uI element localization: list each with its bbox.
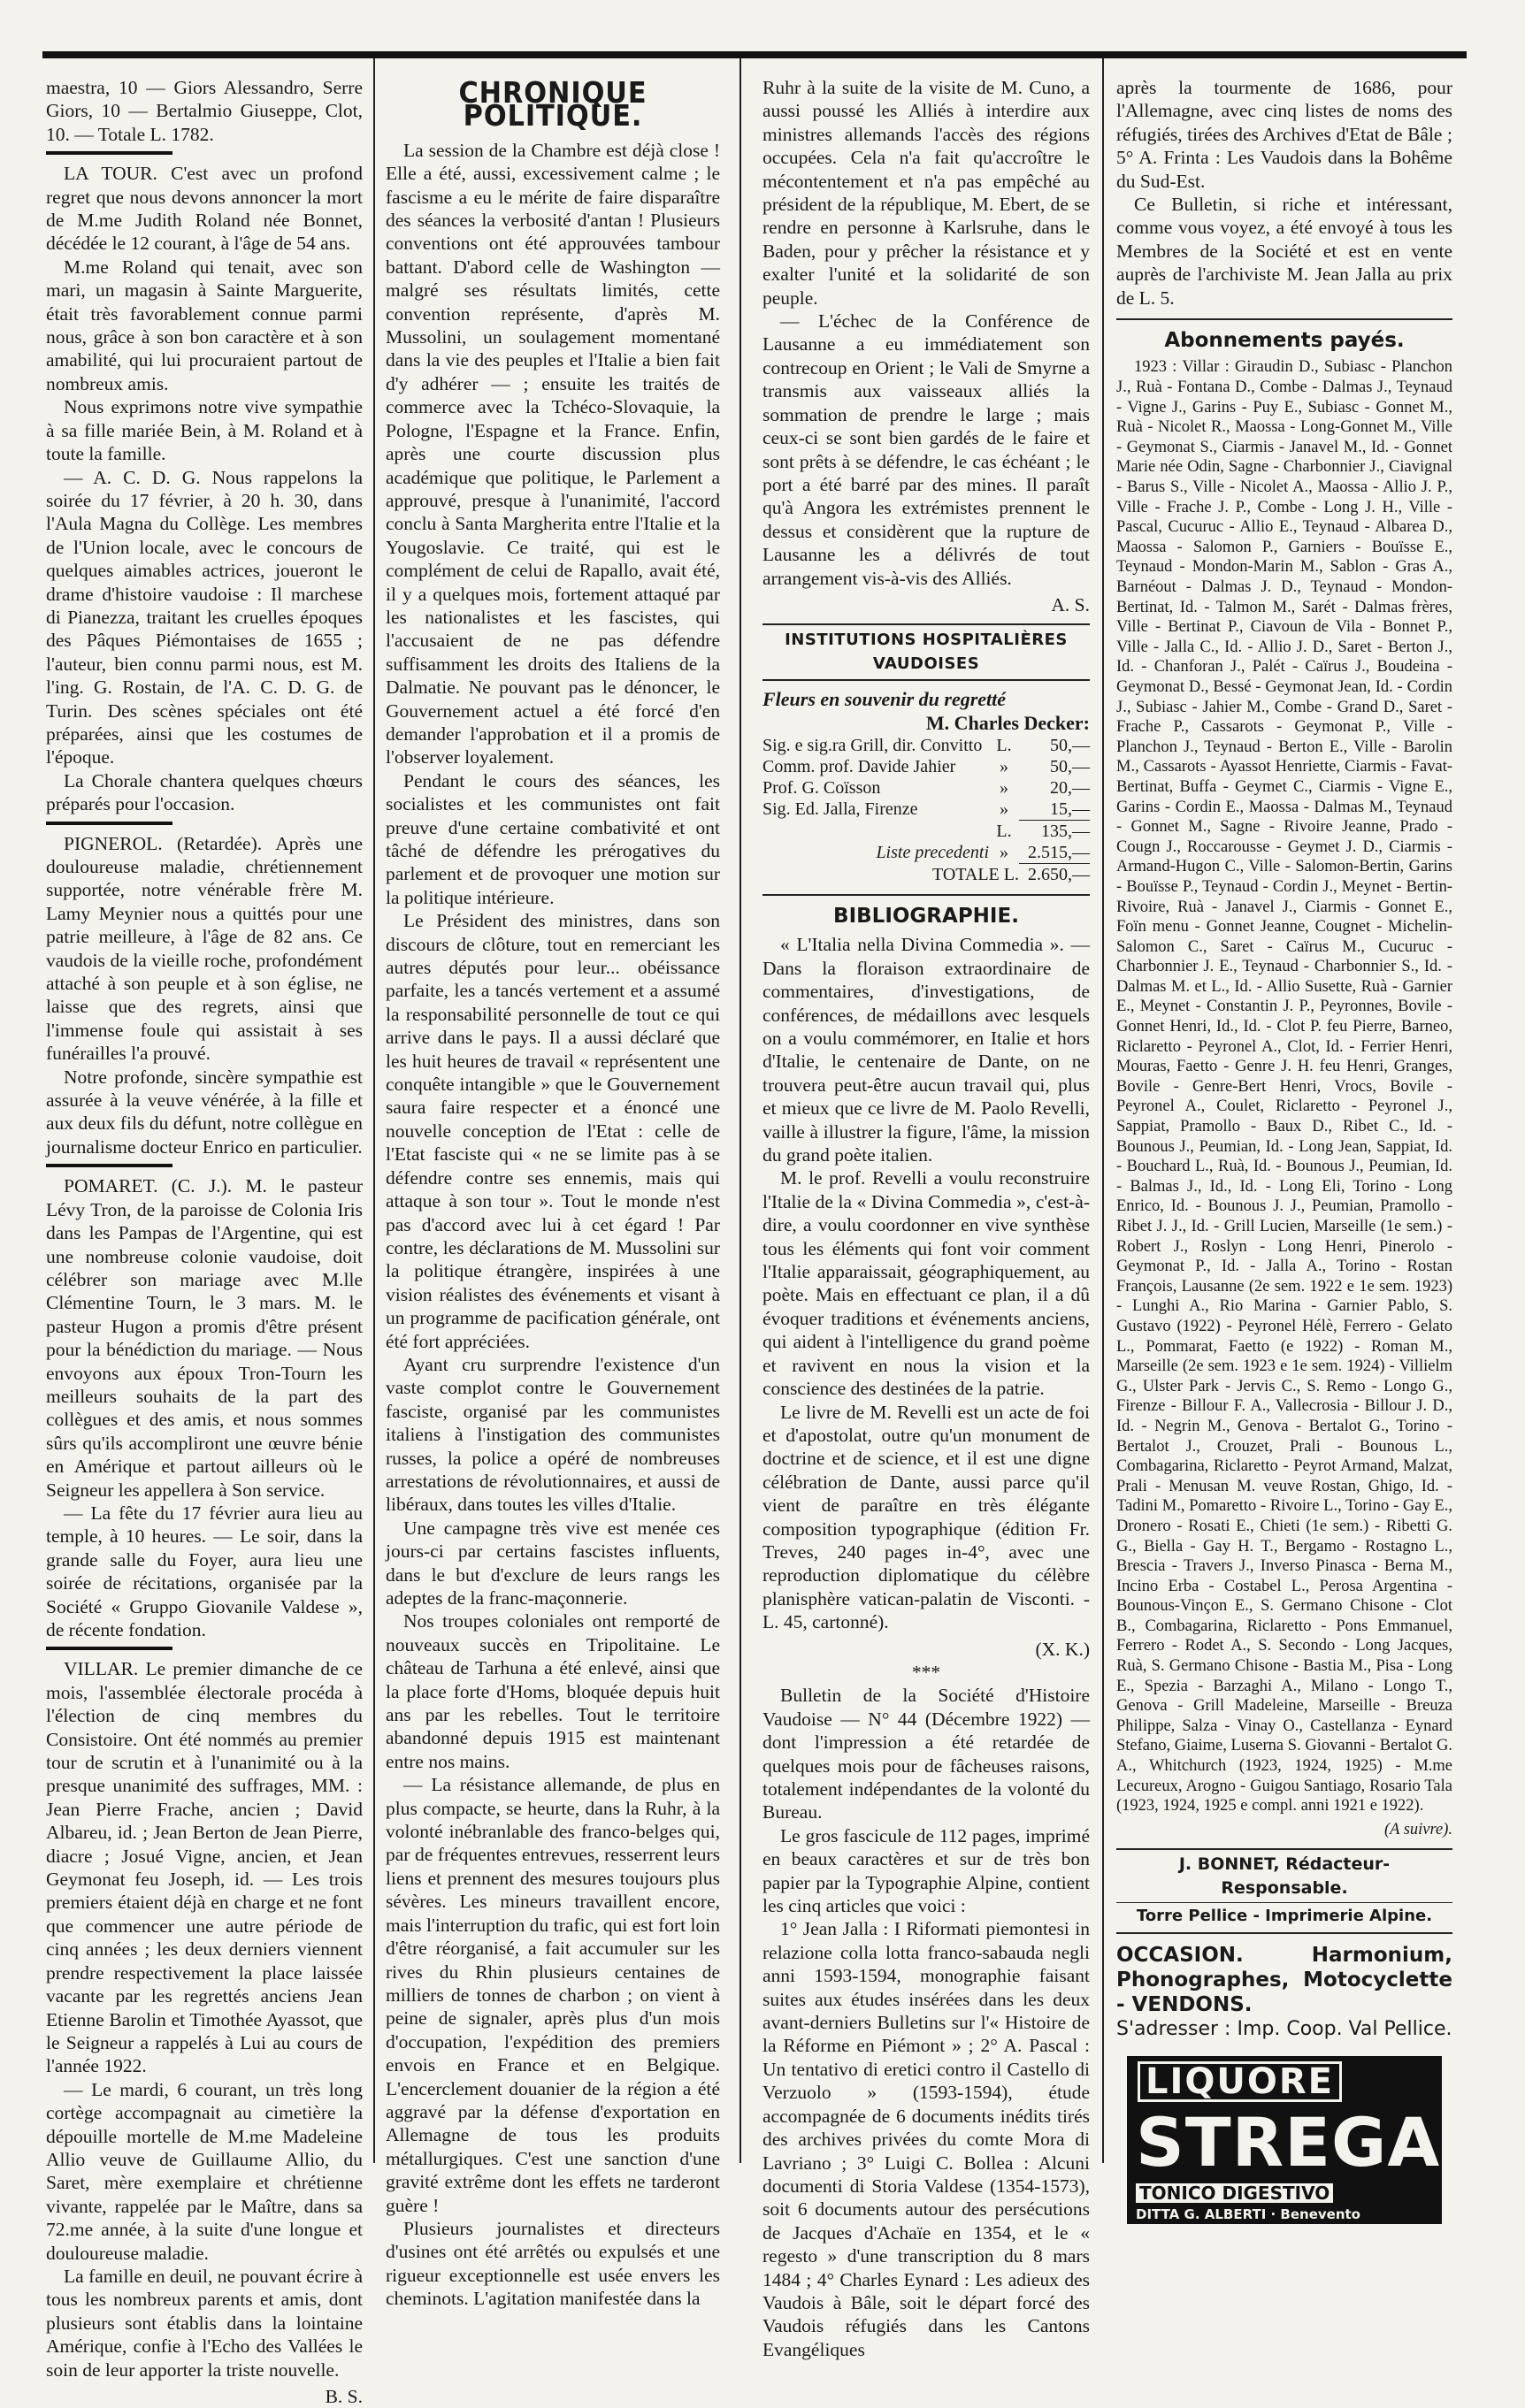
donor-cur: » [1000, 777, 1008, 798]
classified-ad [1116, 1943, 1452, 2042]
paragraph: « L'Italia nella Divina Commedia ». — Dans la floraison extraordinaire de commentaires, d'investigations, de conférences, de médaillons avec lesquels on a voulu commémorer, en Italie et hors d'Italie, le centenaire de Dante, on ne trouvera peut-être aucun travail qui, plus et mieux que ce livre de M. Paolo Revelli, vaille à illustrer la figure, l'âme, la mission du grand poète italien. [762, 934, 1090, 1166]
separator [46, 1164, 172, 1167]
paragraph: Le Président des ministres, dans son discours de clôture, tout en remerciant les autres députés pour leur... obéissance parfaite, les a tancés vertement et a assumé la responsabilité personnelle de tout ce qui arrive dans le pays. Il a aussi déclaré que les huit heures de travail « représentent une conquête intangible » que le Gouvernement saura faire respecter et a énoncé une nouvelle conception de l'Etat : celle de l'Etat fasciste qui « ne se limite pas à se défendre contre ses ennemis, mais qui attaque à son tour ». Tout le monde n'est pas d'accord avec lui à cet égard ! Par contre, les déclarations de M. Mussolini sur la politique étrangère, inspirées à une vision réalistes des événements et visant à un programme de pacification générale, ont été fort appréciées. [386, 910, 720, 1352]
paragraph: — A. C. D. G. Nous rappelons la soirée du 17 février, à 20 h. 30, dans l'Aula Magna du Collège. Les membres de l'Union locale, avec le concours de quelques aimables actrices, joueront le drame d'histoire vaudoise : Il marchese di Pianezza, traitant les cruelles époques des Pâques Piémontaises de 1655 ; l'auteur, bien connu parmi nous, est M. l'ing. G. Rostain, de l'A. C. D. G. de Turin. Des scènes spéciales ont été préparées, ainsi que les costumes de l'époque. [46, 466, 363, 768]
paragraph: M.me Roland qui tenait, avec son mari, un magasin à Sainte Marguerite, était très favorablement connue parmi nous, grâce à son bon caractère et à son amabilité, qui lui procuraient partout de nombreux amis. [46, 256, 363, 394]
paragraph: Pendant le cours des séances, les socialistes et les communistes ont fait preuve d'une certaine combativité et ont tâché de défendre les prérogatives du parlement et de provoquer une motion sur la politique intérieure. [386, 769, 720, 908]
total-row [762, 863, 1090, 885]
paragraph: après la tourmente de 1686, pour l'Allemagne, avec cinq listes de noms des réfugiés, tirées des Archives d'Etat de Bâle ; 5° A. Frinta : Les Vaudois dans la Bohême du Sud-Est. [1116, 77, 1452, 192]
paragraph: Nous exprimons notre vive sympathie à sa fille mariée Bein, à M. Roland et à toute la famille. [46, 396, 363, 465]
paragraph-pignerol: PIGNEROL. (Retardée). Après une douloureuse maladie, chrétiennement supportée, notre vénérable frère M. Lamy Meynier nous a quittés pour une patrie meilleure, à l'âge de 82 ans. Ce vaudois de la vieille roche, profondément attaché à son peuple et à son église, ne laisse que des regrets, ainsi que l'immense foule qui assistait à ses funérailles l'a prouvé. [46, 832, 363, 1065]
donor-cur: » [1000, 799, 1008, 820]
column-1 [46, 76, 363, 2407]
separator [46, 1647, 172, 1650]
paragraph: Ayant cru surprendre l'existence d'un vaste complot contre le Gouvernement fasciste, organisé par les communistes italiens à l'instigation des communistes russes, la police a opéré de nombreuses arrestations de révolutionnaires, et aussi de libéraux, dans toutes les villes d'Italie. [386, 1353, 720, 1516]
paragraph: Notre profonde, sincère sympathie est assurée à la veuve vénérée, à la fille et aux deux fils du défunt, notre collègue en journalisme docteur Enrico en particulier. [46, 1066, 363, 1158]
donors-table [762, 735, 1090, 885]
donor-row [762, 799, 1090, 821]
paragraph: — Le mardi, 6 courant, un très long cortège accompagnait au cimetière la dépouille mortelle de M.me Madeleine Allio veuve de Guillaume Allio, du Saret, mère exemplaire et chrétienne vivante, rappelée par le Maître, dans sa 72.me année, à la suite d'une longue et douloureuse maladie. [46, 2078, 363, 2264]
top-rule [42, 51, 1467, 58]
section-title: INSTITUTIONS HOSPITALIÈRES VAUDOISES [762, 623, 1090, 681]
paragraph: M. le prof. Revelli a voulu reconstruire l'Italie de la « Divina Commedia », c'est-à-dire, a voulu coordonner en vive synthèse tous les éléments qui font voir comment l'Italie apparaissait, géographiquement, au poète. Mais en effectuant ce plan, il a dû évoquer traditions et événements anciens, qui aident à l'intelligence du grand poème et ravivent en nous la vision et la conscience des destinées de la patrie. [762, 1167, 1090, 1400]
stars-divider: *** [911, 1661, 941, 1683]
paragraph-la-tour: LA TOUR. C'est avec un profond regret que nous devons annoncer la mort de M.me Judith Roland née Bonnet, décédée le 12 courant, à l'âge de 54 ans. [46, 163, 363, 255]
section-title: Abonnements payés. [1164, 329, 1405, 353]
donor-amount: 50,— [1050, 735, 1090, 755]
donor-row [762, 777, 1090, 799]
separator [762, 894, 1090, 896]
strega-advertisement [1127, 2056, 1442, 2224]
column-divider [740, 58, 741, 2163]
ad-text: OCCASION. Harmonium, Phonographes, Motocyclette - VENDONS. [1116, 1943, 1452, 2016]
paragraph: Bulletin de la Société d'Histoire Vaudoise — N° 44 (Décembre 1922) — dont l'impression a été retardée de quelques mois pour de fâcheuses raisons, totalement indépendantes de la volonté du Bureau. [762, 1685, 1090, 1823]
label: TOTALE L. [931, 864, 1019, 884]
separator [46, 822, 172, 825]
paragraph: La session de la Chambre est déjà close ! Elle a été, aussi, excessivement calme ; le fascisme a eu le mérite de faire disparaître des séances la verbosité d'antan ! Plusieurs conventions ont été approuvées tambour battant. D'abord celle de Washington — malgré ses résultats limités, cette convention représente, d'après M. Mussolini, un soulagement momentané dans la vie des peuples et l'Italie a bien fait d'y adhérer — ; ensuite les traités de commerce avec la Tchéco-Slovaquie, la Pologne, l'Espagne et la France. Enfin, après une courte discussion plus académique que politique, le Parlement a approuvé, presque à l'unanimité, l'accord conclu à Santa Margherita entre l'Italie et la Yougoslavie. Ce traité, qui est le complément de celui de Rapallo, avait été, il y a quelques mois, fortement attaqué par les nationalistes et les fascistes, qui l'accusaient de ne pas défendre suffisamment les droits des Italiens de la Dalmatie. Ne pouvant pas le dénoncer, le Gouvernement actuel a été forcé d'en demander l'approbation et il a promis de l'observer loyalement. [386, 139, 720, 768]
column-divider [373, 58, 375, 2163]
donor-name: Comm. prof. Davide Jahier [762, 756, 956, 776]
column-3 [762, 76, 1090, 2360]
paragraph: Le gros fascicule de 112 pages, imprimé en beaux caractères et sur de très bon papier par la Typographie Alpine, contient les cinq articles que voici : [762, 1824, 1090, 1917]
editor-credit: J. BONNET, Rédacteur-Responsable. [1116, 1848, 1452, 1903]
paragraph-pomaret: POMARET. (C. J.). M. le pasteur Lévy Tron, de la paroisse de Colonia Iris dans les Pampas de l'Argentine, qui est une nombreuse colonie vaudoise, doit célébrer son mariage avec M.lle Clémentine Tourn, le 3 mars. M. le pasteur Hugon a promis d'être présent pour la bénédiction du mariage. — Nous envoyons aux époux Tron-Tourn les meilleurs souhaits de la part des collègues et des amis, et nous sommes sûrs qu'ils accompliront une œuvre bénie en Amérique et partout ailleurs où le Seigneur les appellera à Son service. [46, 1175, 363, 1501]
signature: B. S. [325, 2386, 363, 2407]
paragraph: Nos troupes coloniales ont remporté de nouveaux succès en Tripolitaine. Le château de Tarhuna a été enlevé, ainsi que la place forte d'Homs, bloquée depuis huit ans par les rebelles. Tout le territoire abandonné depuis 1915 est maintenant entre nos mains. [386, 1610, 720, 1772]
label: Liste precedenti [876, 843, 989, 863]
section-title: CHRONIQUE POLITIQUE. [458, 75, 648, 134]
signature: A. S. [1051, 593, 1090, 615]
section-title: BIBLIOGRAPHIE. [833, 904, 1019, 928]
paragraph-villar: VILLAR. Le premier dimanche de ce mois, l'assemblée électorale procéda à l'élection de cinq membres du Consistoire. Ont été nommés au premier tour de scrutin et à l'unanimité ou à la presque unanimité des suffrages, MM. : Jean Pierre Frache, ancien ; David Albareu, id. ; Jean Berton de Jean Pierre, diacre ; Josué Vigne, ancien, et Jean Geymonat feu Joseph, id. — Les trois premiers étaient déjà en charge et ne font que commencer une autre période de cinq années ; les deux derniers viennent prendre respectivement la place laissée vacante par les regrettés anciens Jean Etienne Barolin et Timothée Ayassot, que le Seigneur a rappelés à Lui au cours de l'année 1922. [46, 1658, 363, 2077]
paragraph: — La résistance allemande, de plus en plus compacte, se heurte, dans la Ruhr, à la volonté inébranlable des franco-belges qui, par de fréquentes entrevues, resserrent leurs liens et prennent des mesures toujours plus sévères. Les mineurs travaillent encore, mais l'interruption du trafic, qui est fort loin d'être réorganisé, a fait accumuler sur les rives du Rhin plusieurs centaines de milliers de tonnes de charbon ; on vient à peine de signaler, après plus d'un mois d'occupation, l'expédition des premiers envois en France et en Belgique. L'encerclement douanier de la région a été aggravé par la défense d'exportation en Allemagne de tous les produits métallurgiques. C'est une sanction d'une gravité extrême dont les effets ne tarderont guère ! [386, 1774, 720, 2216]
paragraph: La Chorale chantera quelques chœurs préparés pour l'occasion. [46, 769, 363, 815]
paragraph: Le livre de M. Revelli est un acte de foi et d'apostolat, outre qu'un monument de doctrine et de science, et il est une digne célébration de Dante, aussi parce qu'il vient de paraître en très élégante composition typographique (édition Fr. Treves, 240 pages in-4°, avec une reproduction diplomatique du célèbre planisphère vatican-palatin de Visconti. - L. 45, cartonné). [762, 1401, 1090, 1633]
subscriptions-list: 1923 : Villar : Giraudin D., Subiasc - Planchon J., Ruà - Fontana D., Combe - Dalmas J., Teynaud - Vigne J., Garins - Puy E., Subiasc - Gonnet M., Ruà - Nicolet R., Maossa - Long-Gonnet M., Ville - Geymonat S., Ciarmis - Janavel M., Id. - Gonnet Marie née Odin, Sagne - Charbonnier J., Ciavignal - Barus S., Ville - Nicolet A., Maossa - Allio J. P., Ville - Frache J. P., Combe - Long J. H., Ville - Pascal, Cucuruc - Allio E., Teynaud - Albarea D., Maossa - Salomon P., Garniers - Bouïsse E., Teynaud - Mondon-Marin M., Sablon - Gras A., Barnéout - Dalmas J. D., Teynaud - Mondon-Bertinat, Id. - Talmon M., Sarét - Dalmas frères, Ville - Bertinat P., Ciavoun de Vila - Bonnet P., Ville - Jalla C., Id. - Allio J. D., Saret - Berton J., Id. - Chanforan J., Palét - Caïrus J., Boudeina - Geymonat D., Bessé - Geymonat Jean, Id. - Cordin J., Subiasc - Jahier M., Combe - Grand D., Saret - Frache P., Cassarots - Geymonat P., Ville - Planchon J., Teynaud - Berton E., Ville - Barolin M., Cassarots - Ayassot Henriette, Ciarmis - Favat-Bertinat, Buffa - Geymet C., Ciarmis - Vigne E., Garins - Cordin E., Maossa - Dalmas M., Teynaud - Gonnet M., Sagne - Rivoire Jeanne, Prado - Cougn J., Roccarousse - Geymet J. D., Ciarmis - Armand-Hugon C., Ville - Salomon-Bertin, Garins - Bouïsse P., Teynaud - Cordin J., Meynet - Bertin-Rivoire, Ruà - Janavel J., Ciarmis - Gonnet E., Foïn menu - Gonnet Jeanne, Cougnet - Michelin-Salomon C., Saret - Caïrus M., Cucuruc - Charbonnier J. E., Teynaud - Charbonnier S., Id. - Dalmas M. et L., Id. - Allio Susette, Ruà - Garnier E., Meynet - Constantin J. P., Peyronnes, Bovile - Gonnet Henri, Id., Id. - Clot P. feu Pierre, Barneo, Riclaretto - Peyronel A., Clot, Id. - Ferrier Henri, Mouras, Faetto - Genre J. H. feu Henri, Granges, Bovile - Genre-Bert Henri, Vrocs, Bovile - Peyronel A., Coulet, Riclaretto - Peyronel J., Sappiat, Pramollo - Baux D., Ribet C., Id. - Bounous J., Peumian, Id. - Long Jean, Sappiat, Id. - Bouchard L., Ruà, Id. - Bounous J., Peumian, Id. - Balmas J., Id., Id. - Long Eli, Torino - Long Enrico, Id. - Bounous J. J., Peumian, Pramollo - Ribet J. J., Id. - Grill Lucien, Marseille (1e sem.) - Robert J., Roslyn - Long Henri, Pinerolo - Geymonat P., Id. - Jalla A., Torino - Rostan François, Lausanne (2e sem. 1922 e 1e sem. 1923) - Lunghi A., Rio Marina - Garnier Pablo, S. Gustavo (1922) - Peyronel Hélè, Ferrero - Gelato L., Pommarat, Faetto (e 1922) - Roman M., Marseille (2e sem. 1923 e 1e sem. 1924) - Villielm G., Ulster Park - Jervis C., S. Remo - Longo G., Firenze - Billour F. A., Vallecrosia - Billour J. D., Id. - Negrin M., Genova - Bertalot G., Torino - Bertalot J., Crouzet, Prali - Bounous L., Combagarina, Riclaretto - Peyrot Armand, Malzat, Prali - Menusan M. veuve Rostan, Ghigo, Id. - Tadini M., Pomaretto - Rivoire L., Torino - Gay E., Dronero - Rosati E., Chieti (1e sem.) - Ribetti G. G., Biella - Gay H. T., Bergamo - Rostagno L., Brescia - Travers J., Inverso Pinasca - Berna M., Incino Erba - Costabel L., Perosa Argentina - Bounous-Vinçon E., S. Germano Chisone - Clot B., Combagarina, Riclaretto - Pons Emmanuel, Ferrero - Rodet A., S. Secondo - Long Jacques, Ruà, S. Germano Chisone - Bastia M., Pisa - Long E., Spezia - Barzaghi A., Milano - Longo T., Genova - Grill Madeleine, Marseille - Breuza Philippe, Salza - Vinay O., Castellanza - Eynard Stefano, Giaime, Luserna S. Giovanni - Bertalot G. A., Whitchurch (1923, 1924, 1925) - M.me Lecureux, Arogno - Guigou Santiago, Rosario Tala (1923, 1924, 1925 e compl. anni 1921 e 1922). [1116, 358, 1452, 1816]
separator [1116, 318, 1452, 320]
previous-row [762, 842, 1090, 864]
paragraph: — L'échec de la Conférence de Lausanne a eu immédiatement son contrecoup en Orient ; le Vali de Smyrne a transmis aux vaisseaux alliés la sommation de prendre le large ; mais ceux-ci se sont bien gardés de le faire et sont prêts à se défendre, le cas échéant ; le port a été barré par des mines. Il paraît qu'à Angora les extrémistes prennent le dessus et considèrent que la rupture de Lausanne les a délivrés de tout arrangement vis-à-vis des Alliés. [762, 310, 1090, 589]
currency: » [1000, 843, 1008, 863]
paragraph: La famille en deuil, ne pouvant écrire à tous les nombreux parents et amis, dont plusieurs sont établis dans la lointaine Amérique, confie à l'Echo des Vallées le soin de leur apporter la triste nouvelle. [46, 2265, 363, 2381]
donor-amount: 15,— [1050, 799, 1090, 819]
donor-amount: 20,— [1050, 777, 1090, 798]
amount: 2.515,— [1028, 842, 1090, 862]
ad-brand: STREGA [1136, 2102, 1441, 2182]
donor-amount: 50,— [1050, 756, 1090, 776]
donor-row [762, 735, 1090, 756]
ad-maker: DITTA G. ALBERTI · Benevento [1136, 2205, 1360, 2222]
donor-name: Sig. e sig.ra Grill, dir. Convitto [762, 735, 983, 755]
printer-credit: Torre Pellice - Imprimerie Alpine. [1116, 1903, 1452, 1933]
ad-address: S'adresser : Imp. Coop. Val Pellice. [1116, 2017, 1452, 2040]
ad-tagline: TONICO DIGESTIVO [1136, 2183, 1333, 2203]
subtotal-row [762, 820, 1090, 842]
amount: 135,— [1019, 820, 1090, 842]
donor-cur: L. [996, 735, 1012, 755]
column-2 [386, 75, 720, 2310]
separator [46, 151, 172, 155]
currency: L. [996, 821, 1012, 841]
signature: (X. K.) [1035, 1638, 1090, 1660]
donor-name: Prof. G. Coïsson [762, 777, 881, 798]
column-divider [1102, 58, 1104, 2163]
donor-name: Sig. Ed. Jalla, Firenze [762, 799, 918, 820]
ad-liquore: LIQUORE [1138, 2061, 1342, 2102]
donors-subtitle: M. Charles Decker: [925, 711, 1090, 734]
paragraph: maestra, 10 — Giors Alessandro, Serre Giors, 10 — Bertalmio Giuseppe, Clot, 10. — Totale L. 1782. [46, 77, 363, 145]
donors-title: Fleurs en souvenir du regretté [762, 688, 1007, 711]
paragraph: Ce Bulletin, si riche et intéressant, comme vous voyez, a été envoyé à tous les Membres de la Société et est en vente auprès de l'archiviste M. Jean Jalla au prix de L. 5. [1116, 194, 1452, 309]
paragraph: Ruhr à la suite de la visite de M. Cuno, a aussi poussé les Alliés à interdire aux ministres allemands l'accès des régions occupées. Cela n'a fait qu'accroître le mécontentement et n'a pas empêché au président de la république, M. Ebert, de se rendre en personne à Karlsruhe, dans le Baden, pour y prêcher la résistance et y exalter l'unité et la solidarité de son peuple. [762, 77, 1090, 309]
donor-cur: » [1000, 756, 1008, 776]
to-be-continued: (A suivre). [1383, 1820, 1452, 1838]
column-4 [1116, 76, 1452, 2222]
paragraph: Plusieurs journalistes et directeurs d'usines ont été arrêtés ou expulsés et une rigueur exceptionnelle est usée envers les cheminots. L'agitation manifestée dans la [386, 2217, 720, 2310]
amount: 2.650,— [1019, 863, 1090, 885]
paragraph: — La fête du 17 février aura lieu au temple, à 10 heures. — Le soir, dans la grande salle du Foyer, aura lieu une soirée de récitations, organisée par la Société « Gruppo Giovanile Valdese », de récente fondation. [46, 1502, 363, 1640]
paragraph: Une campagne très vive est menée ces jours-ci par certains fascistes influents, dans le but d'exclure de leurs rangs les adeptes de la franc-maçonnerie. [386, 1517, 720, 1609]
paragraph: 1° Jean Jalla : I Riformati piemontesi in relazione colla lotta franco-sabauda negli anni 1593-1594, monographie faisant suites aux études insérées dans les deux avant-derniers Bulletins sur l'« Histoire de la Réforme en Piémont » ; 2° A. Pascal : Un tentativo di eretici contro il Castello di Verzuolo » (1593-1594), étude accompagnée de 6 documents inédits tirés des archives privées du comte Mora di Lavriano ; 3° Luigi C. Bollea : Alcuni documenti di Storia Valdese (1354-1573), soit 6 documents autour des persécutions de Jacques d'Achaïe en 1354, et le « regesto » d'une transcription du 8 mars 1484 ; 4° Charles Eynard : Les adieux des Vaudois à Bâle, soit le départ forcé des Vaudois réfugiés dans les Cantons Evangéliques [762, 1918, 1090, 2360]
donor-row [762, 756, 1090, 777]
